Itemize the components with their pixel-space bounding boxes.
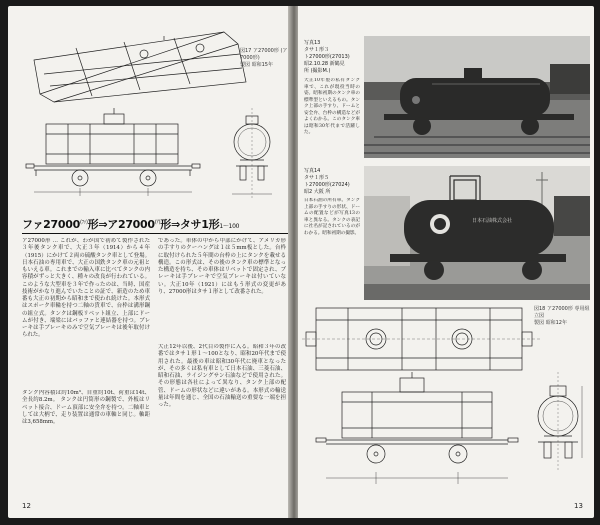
body-text-column-right: であった。車体の中から中部にかけて、アメリカ形の手すりのクーハングは１は５mm板とした。台枠に取付けられた５年間の台枠の上にタンクを載せる構造。この形式は、その後のタンク車の標準となった構造を持ち、その車体はリベットで固定され、ブレーキは手ブレーキで空気ブレーキは付いていない。大正10年（1921）にはもう形式の変更があり、27000形はタサ１形として改番された。 — [158, 238, 286, 295]
heading-range: 1～100 — [219, 223, 240, 230]
photo-2-description: 日本石油の所有車。タンク上部の手すりの形状、ドームの配置などが写真13の車と異なる。タンクの表記に社名が記されているのがわかる。昭和初期の撮影。 — [304, 198, 360, 236]
heading-part: 形⇒ア27000 — [87, 218, 155, 231]
left-page — [8, 6, 290, 518]
figure-caption: 図17 ア27000形 (ア7000形) 製図 昭和15年 — [240, 48, 288, 68]
photo-1-description: 大正10年製の私有タンク車で、これが現役当時の姿。昭和初期のタンク車の標準型といえるもの。タンク上部の手すり、ドームと安全弁、台枠の構造などがよくわかる。このタンク車は昭和30年代まで活躍した。 — [304, 78, 360, 135]
photo-1-caption: 写真13 タサ１形３ ト27000形(27013) 昭2.10.28 新鶴見 所 (撮影M.) — [304, 40, 350, 74]
right-page — [298, 6, 594, 518]
tank-car-photo-1 — [364, 36, 590, 158]
tank-car-photo-2 — [364, 166, 590, 300]
page-number: 13 — [574, 502, 583, 510]
heading-part: ファ27000 — [22, 218, 80, 231]
tank-car-side-elevation-drawing — [14, 24, 276, 209]
photo-2-caption: 写真14 タサ１形５ ト27000形(27024) 昭2 大阪 所 — [304, 168, 350, 195]
section-heading — [22, 216, 290, 234]
heading-part: 形⇒タサ1形 — [160, 218, 220, 231]
heading-sup: (ﾌｧ) — [79, 219, 88, 226]
body-text-column-left-lower: タンク内容積は約10m³、自重約10t、荷重は14t、全長約8.2m。 タンクは円筒形の鋼製で、外板はリベット接合、ドーム頂部に安全弁を持つ。二軸車としては大柄で、走り装置は通常の車軸と同じ。軸距は3,658mm。 — [22, 390, 150, 425]
page-number: 12 — [22, 502, 31, 510]
tank-lettering: 日本石油株式会社 — [472, 218, 513, 224]
heading-sup: (ｱ) — [154, 219, 161, 226]
body-text-column-right-lower: 大正12年以後、2代目の製作に入る。昭和３年の改番ではタサ１形１～100となり、昭和20年代まで使用された。最後の車は昭和30年代に廃車となったが、その多くは私有車として日本石油、三菱石油、昭和石油、ライジングサン石油などで使用された。その形態は各社によって異なり、タンク上部の配管、ドームの形状などに違いがある。本形式の輸送量は年間を通じ、全国の石油輸送の重要な一端を担った。 — [158, 344, 286, 408]
body-text-column-left: ア27000形 … これが、わが国で初めて製作された３年後タンク車で、大正３年（1914）から４年（1915）にかけて２両の硫酸タンク車として登場。日本石油の専用車で、大正の国鉄タンク車の元祖ともいえる車。これまでの輸入車に比べてタンクの内容積がずっと大きく、種々の改良が行われている。このような大型車を３年で作ったのは、当時、国産技術がかなり進んでいたことの証で、新造のため車番も大正の初期から昭和まで使われ続けた。本形式はスポーク車輪を持つ二軸の貨車で、台枠は溝形鋼の組立式。タンクは鋼板リベット組立、上部にドームが付き、端梁にはバッファと連結器を持つ。ブレーキは手ブレーキのみで空気ブレーキは後年取付けられた。 — [22, 238, 150, 339]
tank-car-assembly-drawing — [302, 302, 590, 498]
figure-caption: 図18 ア27000形 専用組立図 製図 昭和12年 — [534, 306, 590, 326]
